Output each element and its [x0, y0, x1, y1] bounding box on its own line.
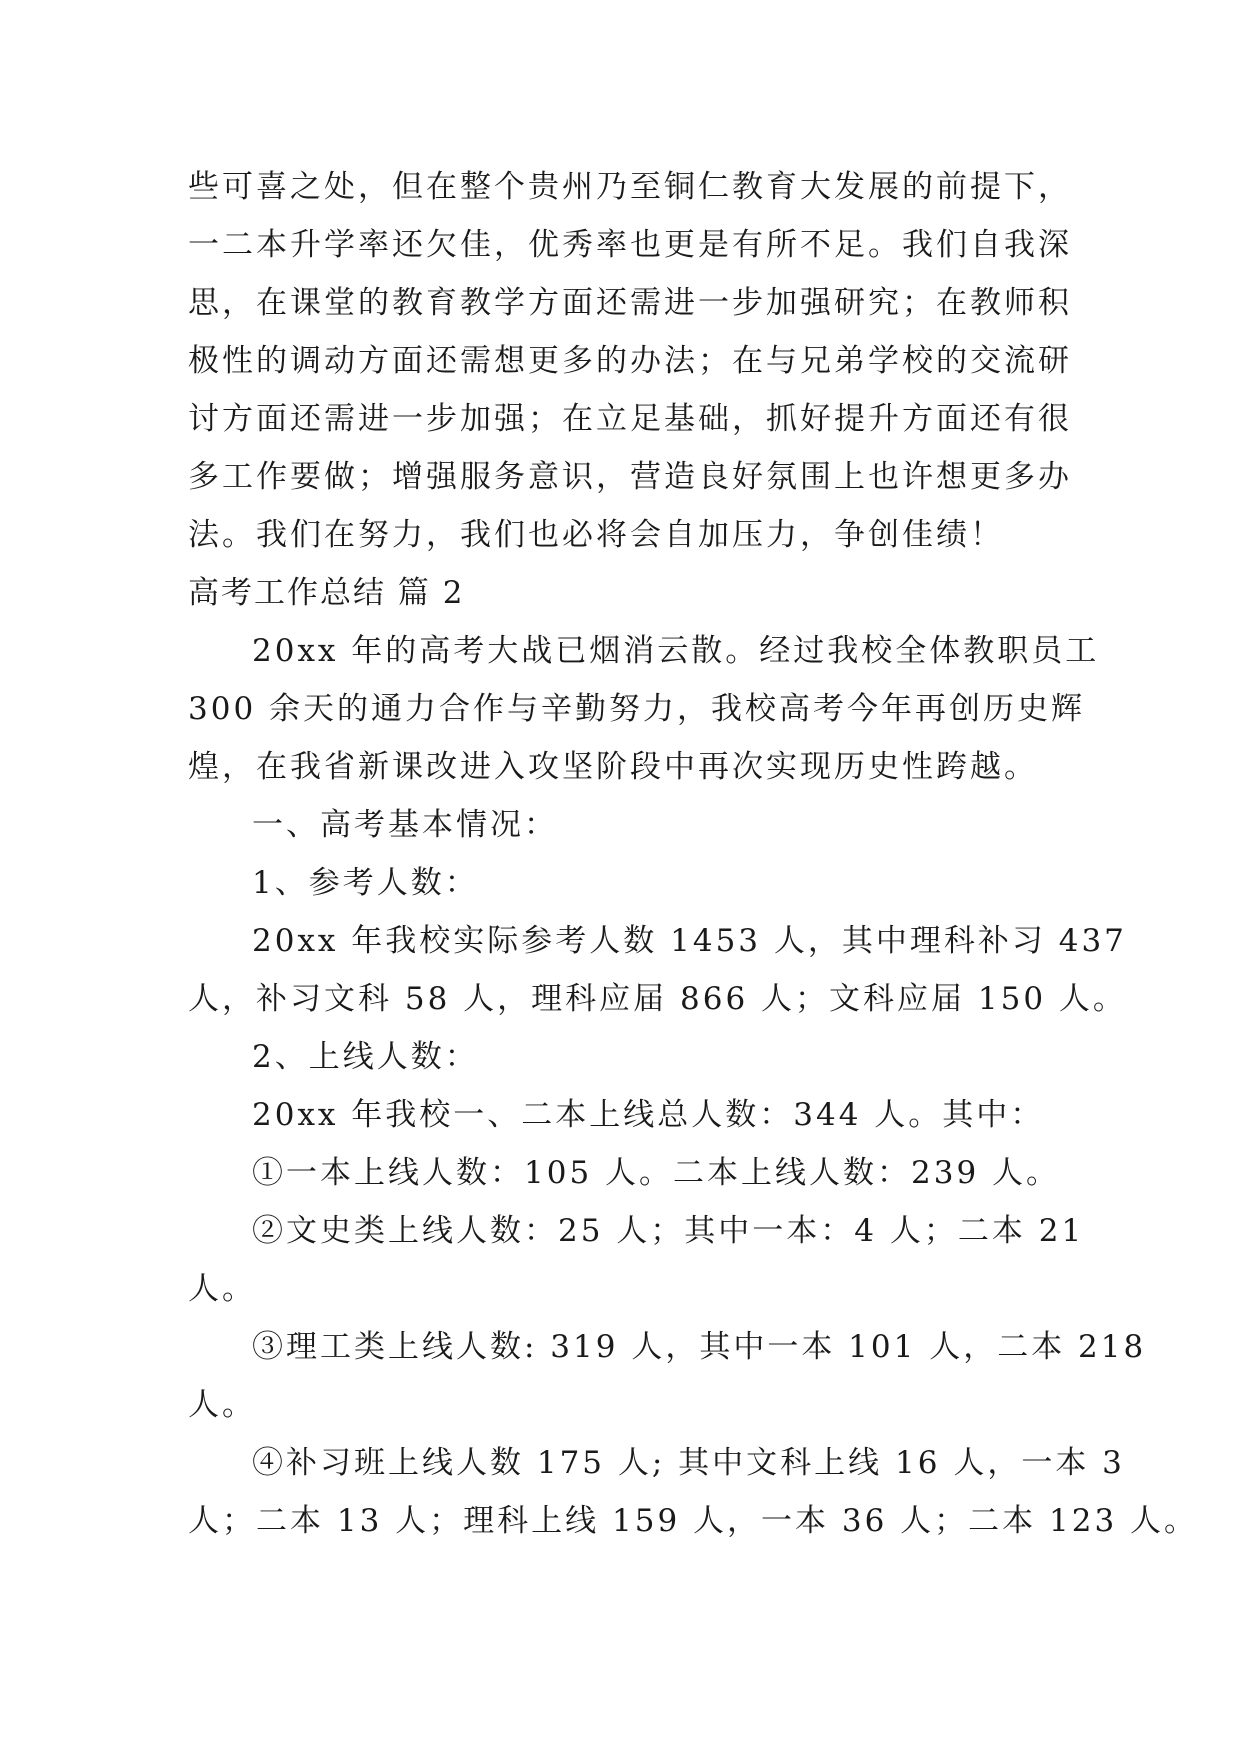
list-item: ④补习班上线人数 175 人; 其中文科上线 16 人，一本 3 [252, 1445, 1125, 1481]
body-line: 极性的调动方面还需想更多的办法；在与兄弟学校的交流研 [188, 343, 1072, 379]
body-line: 法。我们在努力，我们也必将会自加压力，争创佳绩！ [188, 517, 1004, 553]
section-heading: 一、高考基本情况： [252, 807, 558, 843]
body-line: 人，补习文科 58 人，理科应届 866 人；文科应届 150 人。 [188, 981, 1127, 1017]
body-line: 20xx 年我校一、二本上线总人数：344 人。其中： [252, 1097, 1045, 1133]
section-title: 高考工作总结 篇 2 [188, 575, 465, 611]
body-line: 一二本升学率还欠佳，优秀率也更是有所不足。我们自我深 [188, 227, 1072, 263]
body-line: 思，在课堂的教育教学方面还需进一步加强研究；在教师积 [188, 285, 1072, 321]
subsection-heading: 2、上线人数： [252, 1039, 479, 1075]
list-item-continuation: 人。 [188, 1271, 256, 1307]
body-line: 些可喜之处，但在整个贵州乃至铜仁教育大发展的前提下， [188, 169, 1072, 205]
body-line: 20xx 年我校实际参考人数 1453 人，其中理科补习 437 [252, 923, 1127, 959]
body-line: 20xx 年的高考大战已烟消云散。经过我校全体教职员工 [252, 633, 1100, 669]
subsection-heading: 1、参考人数： [252, 865, 479, 901]
document-body [188, 158, 1199, 1550]
list-item-continuation: 人；二本 13 人；理科上线 159 人，一本 36 人；二本 123 人。 [188, 1503, 1199, 1539]
body-line: 300 余天的通力合作与辛勤努力，我校高考今年再创历史辉 [188, 691, 1086, 727]
list-item: ①一本上线人数：105 人。二本上线人数：239 人。 [252, 1155, 1061, 1191]
body-line: 讨方面还需进一步加强；在立足基础，抓好提升方面还有很 [188, 401, 1072, 437]
body-line: 煌，在我省新课改进入攻坚阶段中再次实现历史性跨越。 [188, 749, 1038, 785]
list-item: ②文史类上线人数：25 人；其中一本：4 人；二本 21 [252, 1213, 1085, 1249]
body-line: 多工作要做；增强服务意识，营造良好氛围上也许想更多办 [188, 459, 1072, 495]
list-item: ③理工类上线人数: 319 人，其中一本 101 人，二本 218 [252, 1329, 1147, 1365]
list-item-continuation: 人。 [188, 1387, 256, 1423]
